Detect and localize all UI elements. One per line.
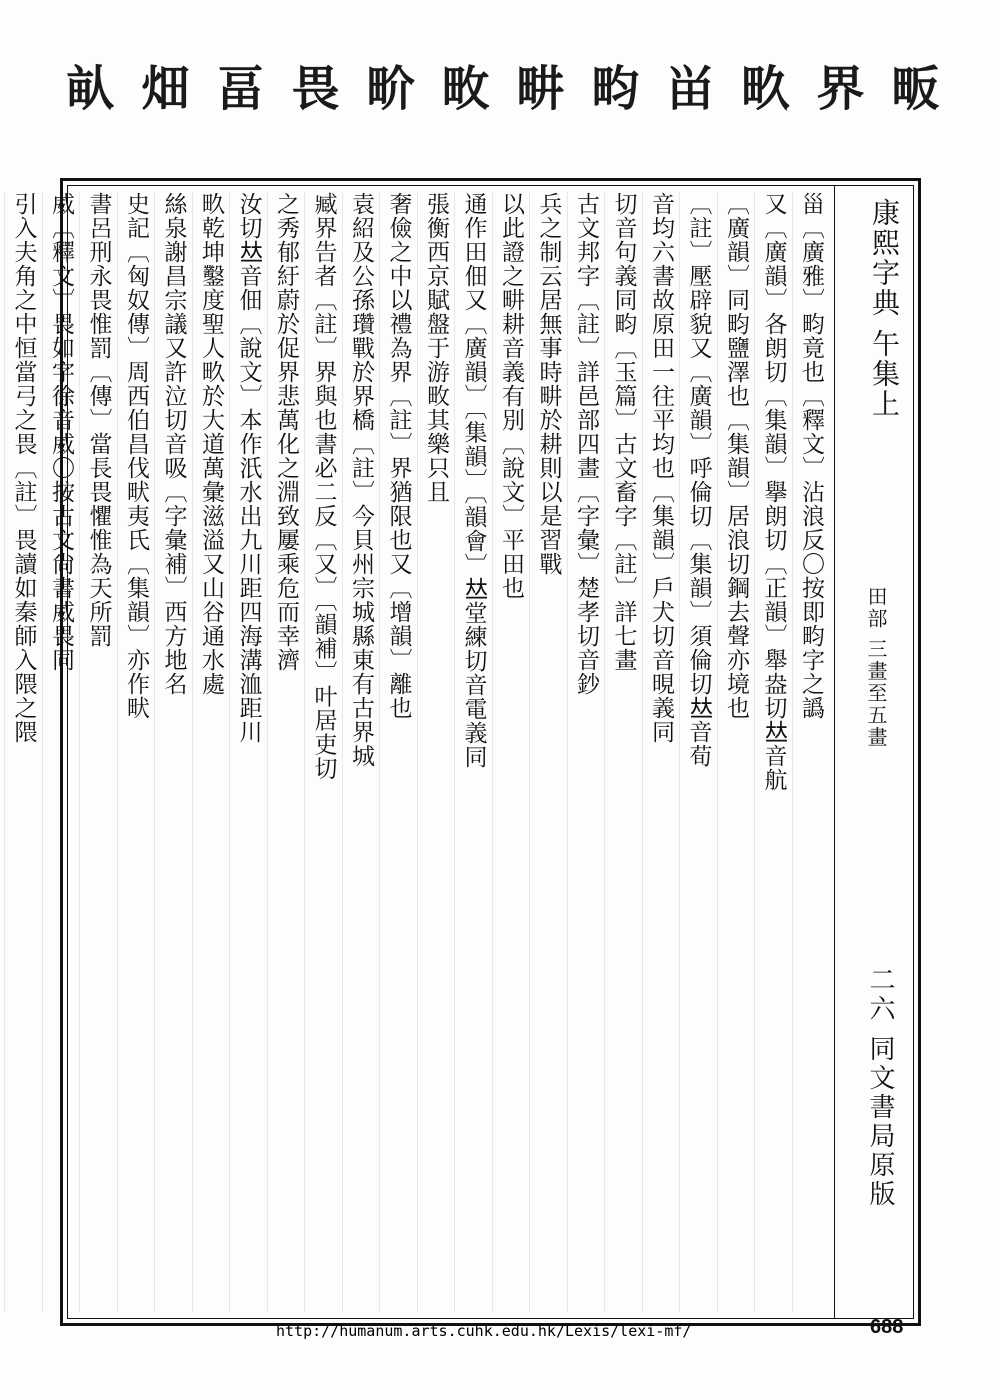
text-column: 甾〔廣雅〕畇竟也〔釋文〕沾浪反〇按即畇字之譌	[792, 192, 830, 1312]
text-column: 奢儉之中以禮為界〔註〕界猶限也又〔增韻〕離也	[379, 192, 417, 1312]
section-page-label: 二六	[865, 966, 895, 1024]
seal-char: 畂	[733, 63, 789, 111]
text-column: 汝切𠀤音佃〔說文〕本作汦水出九川距四海溝洫距川	[229, 192, 267, 1312]
frame-inner	[10, 185, 914, 1319]
text-column: 兵之制云居無事時畊於耕則以是習戰	[529, 192, 567, 1312]
text-column: 以此證之畊耕音義有別〔說文〕平田也	[492, 192, 530, 1312]
text-column: 〔註〕壓辟貌又〔廣韻〕呼倫切〔集韻〕須倫切𠀤音荀	[679, 192, 717, 1312]
header-column	[834, 186, 913, 1318]
seal-char: 畄	[658, 63, 714, 111]
text-column: 袁紹及公孫瓚戰於界橋〔註〕今貝州宗城縣東有古界城	[342, 192, 380, 1312]
page-frame	[10, 178, 921, 1326]
seal-char: 畒	[58, 63, 114, 111]
text-column: 史記〔匈奴傳〕周西伯昌伐畎夷氏〔集韻〕亦作畎	[117, 192, 155, 1312]
seal-char: 畊	[508, 63, 564, 111]
radical-label: 田部	[864, 586, 888, 630]
text-column: 絲泉謝昌宗議又許泣切音吸〔字彙補〕西方地名	[154, 192, 192, 1312]
header-title-block	[869, 198, 899, 419]
text-column: 古文邦字〔註〕詳邑部四畫〔字彙〕楚孝切音鈔	[567, 192, 605, 1312]
text-column: 威〔釋文〕畏如字徐音威〇按古文尙書威畏同	[42, 192, 80, 1312]
text-column: 張衡西京賦盤于游畋其樂只且	[417, 192, 455, 1312]
publisher-label: 同文書局原版	[865, 1035, 895, 1210]
seal-char: 畍	[358, 63, 414, 111]
page-number: 688	[870, 1316, 904, 1338]
text-column: 〔廣韻〕同畇鹽澤也〔集韻〕居浪切鋼去聲亦境也	[717, 192, 755, 1312]
seal-char: 畇	[583, 63, 639, 111]
text-column: 引入夫角之中恒當弓之畏〔註〕畏讀如秦師入隈之隈	[4, 192, 42, 1312]
seal-char: 界	[808, 63, 864, 111]
seal-script-strip	[55, 55, 939, 175]
text-column: 畂乾坤鑿度聖人畂於大道萬彙滋溢又山谷通水處	[192, 192, 230, 1312]
seal-char: 畈	[883, 63, 939, 111]
header-publisher-block	[862, 966, 899, 1209]
text-columns	[10, 192, 829, 1312]
source-url-link[interactable]: http://humanum.arts.cuhk.edu.hk/Lexis/lexi-mf/	[276, 1322, 692, 1340]
text-column: 又〔廣韻〕各朗切〔集韻〕擧朗切〔正韻〕舉盎切𠀤音航	[754, 192, 792, 1312]
stroke-range-label: 三畫至五畫	[864, 638, 888, 749]
text-column: 臧界告者〔註〕界與也書必二反〔又〕〔韻補〕叶居吏切	[304, 192, 342, 1312]
header-section-block	[862, 586, 891, 748]
text-column: 音均六書故原田一往平均也〔集韻〕戶犬切音晛義同	[642, 192, 680, 1312]
text-column: 通作田佃又〔廣韻〕〔集韻〕〔韻會〕𠀤堂練切音電義同	[454, 192, 492, 1312]
text-column: 切音句義同畇〔玉篇〕古文畜字〔註〕詳七畫	[604, 192, 642, 1312]
seal-char: 畐	[208, 63, 264, 111]
seal-char: 畑	[133, 63, 189, 111]
seal-char: 畏	[283, 63, 339, 111]
seal-char: 畋	[433, 63, 489, 111]
volume-label: 午集上	[868, 328, 901, 419]
text-column: 書呂刑永畏惟罰〔傳〕當長畏懼惟為天所罰	[79, 192, 117, 1312]
text-column: 之秀郁紆蔚於促界悲萬化之淵致屢乘危而幸濟	[267, 192, 305, 1312]
dictionary-title: 康熙字典	[868, 198, 901, 318]
